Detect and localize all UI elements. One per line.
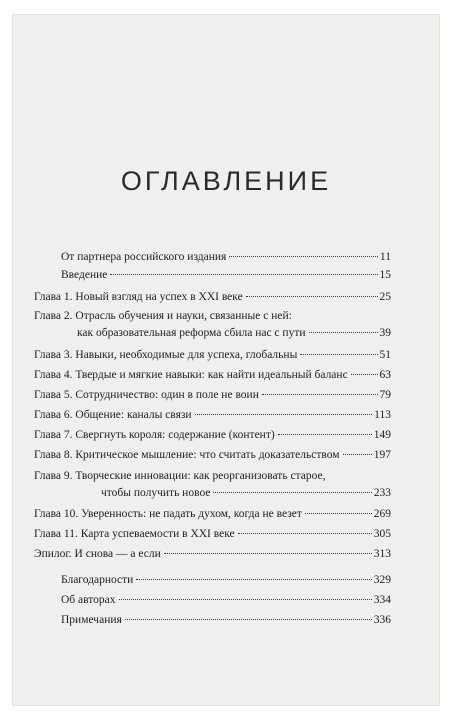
toc-entry-page: 79 — [379, 389, 391, 401]
toc-entry-title: Глава 3. Навыки, необходимые для успеха, глобальны — [34, 349, 298, 361]
toc-entry-title: Эпилог. И снова — а если — [34, 548, 161, 560]
toc-entry-title: Глава 10. Уверенность: не падать духом, когда не везет — [34, 508, 302, 520]
leader-dots — [305, 513, 372, 514]
toc-entry-page: 334 — [373, 594, 391, 606]
leader-dots — [278, 434, 372, 435]
toc-entry-title: Глава 9. Творческие инновации: как реорганизовать старое, — [34, 470, 326, 482]
toc-entry — [34, 349, 391, 365]
toc-entry — [61, 574, 391, 590]
leader-dots — [213, 492, 371, 493]
toc-entry-title: Глава 8. Критическое мышление: что считать доказательством — [34, 449, 340, 461]
toc-entry-page: 233 — [373, 487, 391, 499]
toc-entry-page: 25 — [379, 291, 391, 303]
leader-dots — [110, 274, 377, 275]
toc-entry-title: Глава 4. Твердые и мягкие навыки: как найти идеальный баланс — [34, 369, 348, 381]
toc-entry — [101, 487, 391, 503]
toc-entry-title: Введение — [61, 269, 108, 281]
toc-entry-page: 113 — [374, 409, 391, 421]
toc-entry — [34, 449, 391, 465]
leader-dots — [300, 354, 377, 355]
toc-entry — [34, 429, 391, 445]
toc-entry-continuation: как образовательная реформа сбила нас с пути — [77, 327, 306, 339]
leader-dots — [119, 599, 372, 600]
toc-entry — [34, 291, 391, 307]
toc-entry-title: Глава 1. Новый взгляд на успех в XXI веке — [34, 291, 243, 303]
leader-dots — [351, 374, 378, 375]
toc-entry-page: 313 — [373, 548, 391, 560]
toc-entry — [61, 269, 391, 285]
leader-dots — [246, 296, 378, 297]
toc-entry-page: 269 — [373, 508, 391, 520]
toc-entry-page: 197 — [373, 449, 391, 461]
toc-entry-page: 11 — [379, 251, 391, 263]
toc-entry-title: Глава 11. Карта успеваемости в XXI веке — [34, 528, 235, 540]
toc-entry-title: Глава 2. Отрасль обучения и науки, связанные с ней: — [34, 310, 292, 322]
toc-entry-continuation: чтобы получить новое — [101, 487, 211, 499]
leader-dots — [309, 332, 378, 333]
leader-dots — [164, 553, 372, 554]
leader-dots — [125, 619, 372, 620]
toc-entry — [61, 614, 391, 630]
toc-entry — [61, 251, 391, 267]
toc-entry — [34, 369, 391, 385]
toc-entry — [34, 409, 391, 425]
toc-entry-title: Глава 5. Сотрудничество: один в поле не воин — [34, 389, 259, 401]
book-page — [12, 14, 440, 706]
toc-entry — [34, 389, 391, 405]
toc-entry-title: Благодарности — [61, 574, 134, 586]
toc-entry-title: От партнера российского издания — [61, 251, 227, 263]
toc-entry — [34, 528, 391, 544]
leader-dots — [343, 454, 372, 455]
leader-dots — [195, 414, 373, 415]
leader-dots — [136, 579, 371, 580]
toc-entry — [34, 548, 391, 564]
toc-entry-title: Глава 6. Общение: каналы связи — [34, 409, 192, 421]
toc-entry-page: 336 — [373, 614, 391, 626]
toc-entry-page: 39 — [379, 327, 391, 339]
table-of-contents — [12, 14, 440, 706]
toc-entry-title: Примечания — [61, 614, 122, 626]
page-title: ОГЛАВЛЕНИЕ — [120, 166, 332, 196]
toc-entry-page: 305 — [373, 528, 391, 540]
toc-entry-page: 15 — [379, 269, 391, 281]
leader-dots — [262, 394, 378, 395]
leader-dots — [229, 256, 378, 257]
toc-entry-page: 329 — [373, 574, 391, 586]
toc-entry-page: 51 — [379, 349, 391, 361]
toc-entry-page: 149 — [373, 429, 391, 441]
toc-entry — [77, 327, 391, 343]
toc-entry-title: Глава 7. Свергнуть короля: содержание (контент) — [34, 429, 275, 441]
toc-entry — [61, 594, 391, 610]
toc-entry-page: 63 — [379, 369, 391, 381]
toc-entry-title: Об авторах — [61, 594, 116, 606]
leader-dots — [238, 533, 372, 534]
toc-entry — [34, 508, 391, 524]
